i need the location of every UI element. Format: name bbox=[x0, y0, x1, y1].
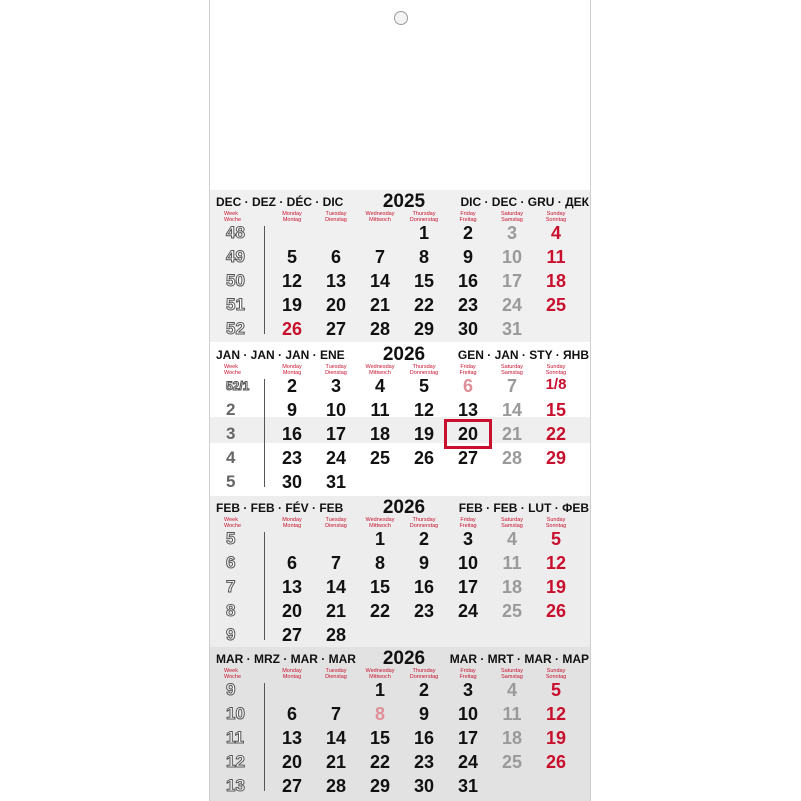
calendar-day[interactable]: 14 bbox=[325, 728, 347, 748]
calendar-day[interactable]: 20 bbox=[281, 601, 303, 621]
week-divider bbox=[264, 532, 265, 640]
calendar-day[interactable]: 25 bbox=[501, 601, 523, 621]
calendar-day[interactable]: 20 bbox=[325, 295, 347, 315]
calendar-day[interactable]: 17 bbox=[325, 424, 347, 444]
calendar-day[interactable]: 25 bbox=[369, 448, 391, 468]
calendar-day[interactable]: 16 bbox=[281, 424, 303, 444]
week-divider bbox=[264, 226, 265, 334]
day-heading-sunday: Sunday Sonntag bbox=[545, 668, 567, 680]
calendar-day[interactable]: 28 bbox=[501, 448, 523, 468]
calendar-day[interactable]: 4 bbox=[550, 223, 561, 243]
calendar-day[interactable]: 5 bbox=[418, 376, 429, 396]
day-heading-friday: Friday Freitag bbox=[459, 364, 477, 376]
month-names-right: FEB · FEB · LUT · ФЕВ bbox=[458, 501, 589, 515]
calendar-day[interactable]: 18 bbox=[501, 577, 523, 597]
calendar-day[interactable]: 20 bbox=[281, 752, 303, 772]
calendar-day[interactable]: 15 bbox=[413, 271, 435, 291]
day-heading-sunday: Sunday Sonntag bbox=[545, 517, 567, 529]
calendar-day[interactable]: 19 bbox=[413, 424, 435, 444]
calendar-day[interactable]: 1/8 bbox=[545, 376, 567, 393]
calendar-day[interactable]: 18 bbox=[545, 271, 567, 291]
calendar-day[interactable]: 15 bbox=[545, 400, 567, 420]
calendar-day[interactable]: 30 bbox=[281, 472, 303, 492]
calendar-day[interactable]: 4 bbox=[374, 376, 385, 396]
calendar-day[interactable]: 5 bbox=[550, 680, 561, 700]
week-number: 48 bbox=[226, 223, 245, 242]
calendar-day[interactable]: 10 bbox=[501, 247, 523, 267]
calendar-day[interactable]: 28 bbox=[325, 776, 347, 796]
month-block-jan-2026 bbox=[210, 343, 590, 495]
month-names-left: FEB · FEB · FÉV · FEB bbox=[216, 501, 344, 515]
month-header bbox=[210, 344, 590, 364]
week-heading: Week Woche bbox=[224, 668, 242, 680]
calendar-day[interactable]: 8 bbox=[374, 704, 385, 724]
week-number: 11 bbox=[226, 728, 244, 747]
calendar-day[interactable]: 29 bbox=[369, 776, 391, 796]
day-heading-thursday: Thursday Donnerstag bbox=[409, 364, 439, 376]
calendar-day[interactable]: 23 bbox=[281, 448, 303, 468]
calendar-day[interactable]: 18 bbox=[501, 728, 523, 748]
day-heading-wednesday: Wednesday Mittwoch bbox=[365, 364, 395, 376]
day-heading-saturday: Saturday Samstag bbox=[500, 211, 523, 223]
week-number: 6 bbox=[226, 553, 236, 572]
day-heading-saturday: Saturday Samstag bbox=[500, 517, 523, 529]
calendar-day[interactable]: 17 bbox=[501, 271, 523, 291]
calendar-day[interactable]: 14 bbox=[501, 400, 523, 420]
calendar-day[interactable]: 3 bbox=[462, 529, 473, 549]
calendar-day[interactable]: 4 bbox=[506, 529, 517, 549]
month-block-mar-2026 bbox=[210, 647, 590, 801]
week-divider bbox=[264, 379, 265, 487]
day-heading-tuesday: Tuesday Dienstag bbox=[325, 364, 347, 376]
calendar-day[interactable]: 6 bbox=[286, 704, 297, 724]
calendar-day[interactable]: 31 bbox=[501, 319, 523, 339]
month-names-left: JAN · JAN · JAN · ENE bbox=[216, 348, 345, 362]
week-number: 9 bbox=[226, 625, 236, 644]
calendar-day[interactable]: 22 bbox=[369, 752, 391, 772]
calendar-day[interactable]: 23 bbox=[457, 295, 479, 315]
calendar-day[interactable]: 28 bbox=[369, 319, 391, 339]
calendar-day[interactable]: 4 bbox=[506, 680, 517, 700]
calendar-day[interactable]: 26 bbox=[281, 319, 303, 339]
calendar-day[interactable]: 27 bbox=[281, 776, 303, 796]
day-heading-tuesday: Tuesday Dienstag bbox=[325, 211, 347, 223]
week-number: 3 bbox=[226, 424, 236, 443]
calendar-day[interactable]: 19 bbox=[545, 728, 567, 748]
calendar-day[interactable]: 1 bbox=[374, 680, 385, 700]
day-heading-sunday: Sunday Sonntag bbox=[545, 364, 567, 376]
day-heading-thursday: Thursday Donnerstag bbox=[409, 517, 439, 529]
week-heading: Week Woche bbox=[224, 364, 242, 376]
calendar-day[interactable]: 30 bbox=[413, 776, 435, 796]
calendar-header-blank bbox=[210, 0, 590, 190]
calendar-day[interactable]: 21 bbox=[325, 601, 347, 621]
calendar-day[interactable]: 12 bbox=[281, 271, 303, 291]
calendar-day[interactable]: 8 bbox=[418, 247, 429, 267]
calendar-day[interactable]: 20 bbox=[457, 424, 479, 444]
calendar-day[interactable]: 18 bbox=[369, 424, 391, 444]
calendar-day[interactable]: 7 bbox=[330, 553, 341, 573]
today-marker bbox=[444, 419, 492, 449]
calendar-day[interactable]: 24 bbox=[501, 295, 523, 315]
week-number: 52 bbox=[226, 319, 245, 338]
month-year: 2025 bbox=[382, 191, 426, 212]
hanger-hole bbox=[394, 11, 408, 25]
calendar-day[interactable]: 27 bbox=[281, 625, 303, 645]
day-heading-friday: Friday Freitag bbox=[459, 211, 477, 223]
day-heading-thursday: Thursday Donnerstag bbox=[409, 211, 439, 223]
calendar-day[interactable]: 10 bbox=[325, 400, 347, 420]
day-heading-wednesday: Wednesday Mittwoch bbox=[365, 668, 395, 680]
calendar-day[interactable]: 8 bbox=[374, 553, 385, 573]
calendar-day[interactable]: 26 bbox=[545, 752, 567, 772]
calendar-day[interactable]: 16 bbox=[413, 577, 435, 597]
week-number: 2 bbox=[226, 400, 236, 419]
week-divider bbox=[264, 683, 265, 791]
month-names-right: DIC · DEC · GRU · ДЕК bbox=[460, 195, 589, 209]
week-number: 52/1 bbox=[226, 379, 250, 393]
calendar-day[interactable]: 3 bbox=[506, 223, 517, 243]
calendar-day[interactable]: 19 bbox=[545, 577, 567, 597]
calendar-day[interactable]: 13 bbox=[281, 577, 303, 597]
calendar-day[interactable]: 5 bbox=[550, 529, 561, 549]
calendar-day[interactable]: 21 bbox=[369, 295, 391, 315]
day-heading-monday: Monday Montag bbox=[282, 364, 302, 376]
calendar-day[interactable]: 7 bbox=[506, 376, 517, 396]
month-names-left: MAR · MRZ · MAR · MAR bbox=[216, 652, 356, 666]
calendar-day[interactable]: 2 bbox=[418, 680, 429, 700]
calendar-day[interactable]: 15 bbox=[369, 728, 391, 748]
month-block-feb-2026 bbox=[210, 496, 590, 648]
week-number: 5 bbox=[226, 529, 236, 548]
calendar-day[interactable]: 10 bbox=[457, 553, 479, 573]
calendar-day[interactable]: 23 bbox=[413, 752, 435, 772]
month-year: 2026 bbox=[382, 648, 426, 669]
calendar-day[interactable]: 30 bbox=[457, 319, 479, 339]
calendar-day[interactable]: 28 bbox=[325, 625, 347, 645]
calendar-day[interactable]: 9 bbox=[418, 704, 429, 724]
calendar-day[interactable]: 21 bbox=[325, 752, 347, 772]
month-year: 2026 bbox=[382, 497, 426, 518]
calendar-day[interactable]: 6 bbox=[462, 376, 473, 396]
day-heading-saturday: Saturday Samstag bbox=[500, 364, 523, 376]
calendar-day[interactable]: 13 bbox=[457, 400, 479, 420]
calendar-day[interactable]: 29 bbox=[413, 319, 435, 339]
month-header bbox=[210, 191, 590, 211]
calendar-day[interactable]: 19 bbox=[281, 295, 303, 315]
calendar-day[interactable]: 2 bbox=[462, 223, 473, 243]
day-heading-wednesday: Wednesday Mittwoch bbox=[365, 517, 395, 529]
week-heading: Week Woche bbox=[224, 517, 242, 529]
month-names-right: MAR · MRT · MAR · MAP bbox=[449, 652, 589, 666]
calendar-day[interactable]: 25 bbox=[545, 295, 567, 315]
calendar-day[interactable]: 11 bbox=[502, 553, 522, 573]
calendar-day[interactable]: 23 bbox=[413, 601, 435, 621]
week-heading: Week Woche bbox=[224, 211, 242, 223]
calendar-day[interactable]: 24 bbox=[325, 448, 347, 468]
week-number: 7 bbox=[226, 577, 236, 596]
calendar-day[interactable]: 15 bbox=[369, 577, 391, 597]
calendar-day[interactable]: 27 bbox=[457, 448, 479, 468]
month-names-right: GEN · JAN · STY · ЯНВ bbox=[457, 348, 589, 362]
calendar-day[interactable]: 6 bbox=[330, 247, 341, 267]
calendar-day[interactable]: 31 bbox=[325, 472, 347, 492]
day-heading-tuesday: Tuesday Dienstag bbox=[325, 668, 347, 680]
week-number: 5 bbox=[226, 472, 236, 491]
day-heading-tuesday: Tuesday Dienstag bbox=[325, 517, 347, 529]
calendar-day[interactable]: 12 bbox=[545, 704, 567, 724]
day-heading-friday: Friday Freitag bbox=[459, 668, 477, 680]
calendar-day[interactable]: 9 bbox=[462, 247, 473, 267]
calendar-day[interactable]: 12 bbox=[413, 400, 435, 420]
month-header bbox=[210, 497, 590, 517]
day-heading-monday: Monday Montag bbox=[282, 668, 302, 680]
calendar-day[interactable]: 27 bbox=[325, 319, 347, 339]
calendar-day[interactable]: 2 bbox=[418, 529, 429, 549]
month-block-dec-2025 bbox=[210, 190, 590, 342]
calendar-day[interactable]: 10 bbox=[457, 704, 479, 724]
week-number: 12 bbox=[226, 752, 245, 771]
week-number: 4 bbox=[226, 448, 236, 467]
calendar-day[interactable]: 1 bbox=[374, 529, 385, 549]
calendar-day[interactable]: 9 bbox=[286, 400, 297, 420]
calendar-day[interactable]: 2 bbox=[286, 376, 297, 396]
calendar-day[interactable]: 24 bbox=[457, 752, 479, 772]
month-header bbox=[210, 648, 590, 668]
calendar-day[interactable]: 7 bbox=[374, 247, 385, 267]
calendar-day[interactable]: 17 bbox=[457, 577, 479, 597]
week-number: 51 bbox=[226, 295, 245, 314]
calendar-day[interactable]: 17 bbox=[457, 728, 479, 748]
calendar-day[interactable]: 16 bbox=[413, 728, 435, 748]
week-number: 49 bbox=[226, 247, 245, 266]
calendar-day[interactable]: 11 bbox=[502, 704, 522, 724]
calendar-day[interactable]: 11 bbox=[546, 247, 566, 267]
day-heading-wednesday: Wednesday Mittwoch bbox=[365, 211, 395, 223]
calendar-day[interactable]: 12 bbox=[545, 553, 567, 573]
calendar-day[interactable]: 26 bbox=[413, 448, 435, 468]
calendar-day[interactable]: 22 bbox=[545, 424, 567, 444]
calendar-day[interactable]: 6 bbox=[286, 553, 297, 573]
day-heading-saturday: Saturday Samstag bbox=[500, 668, 523, 680]
month-year: 2026 bbox=[382, 344, 426, 365]
calendar-day[interactable]: 31 bbox=[457, 776, 479, 796]
day-heading-monday: Monday Montag bbox=[282, 211, 302, 223]
day-heading-friday: Friday Freitag bbox=[459, 517, 477, 529]
calendar-day[interactable]: 21 bbox=[501, 424, 523, 444]
calendar-day[interactable]: 22 bbox=[369, 601, 391, 621]
calendar-day[interactable]: 24 bbox=[457, 601, 479, 621]
day-heading-monday: Monday Montag bbox=[282, 517, 302, 529]
calendar-day[interactable]: 7 bbox=[330, 704, 341, 724]
calendar-day[interactable]: 3 bbox=[462, 680, 473, 700]
calendar-day[interactable]: 9 bbox=[418, 553, 429, 573]
calendar-day[interactable]: 11 bbox=[370, 400, 390, 420]
day-heading-sunday: Sunday Sonntag bbox=[545, 211, 567, 223]
calendar-day[interactable]: 13 bbox=[281, 728, 303, 748]
week-number: 10 bbox=[226, 704, 245, 723]
calendar-day[interactable]: 13 bbox=[325, 271, 347, 291]
calendar-day[interactable]: 25 bbox=[501, 752, 523, 772]
calendar-day[interactable]: 26 bbox=[545, 601, 567, 621]
calendar-day[interactable]: 22 bbox=[413, 295, 435, 315]
calendar-day[interactable]: 14 bbox=[369, 271, 391, 291]
month-names-left: DEC · DEZ · DÉC · DIC bbox=[216, 195, 344, 209]
calendar-day[interactable]: 29 bbox=[545, 448, 567, 468]
calendar-day[interactable]: 14 bbox=[325, 577, 347, 597]
calendar-day[interactable]: 5 bbox=[286, 247, 297, 267]
week-number: 13 bbox=[226, 776, 245, 795]
calendar-day[interactable]: 3 bbox=[330, 376, 341, 396]
calendar-day[interactable]: 1 bbox=[418, 223, 429, 243]
calendar-day[interactable]: 16 bbox=[457, 271, 479, 291]
week-number: 50 bbox=[226, 271, 245, 290]
day-heading-thursday: Thursday Donnerstag bbox=[409, 668, 439, 680]
wall-calendar bbox=[209, 0, 591, 801]
week-number: 8 bbox=[226, 601, 236, 620]
week-number: 9 bbox=[226, 680, 236, 699]
